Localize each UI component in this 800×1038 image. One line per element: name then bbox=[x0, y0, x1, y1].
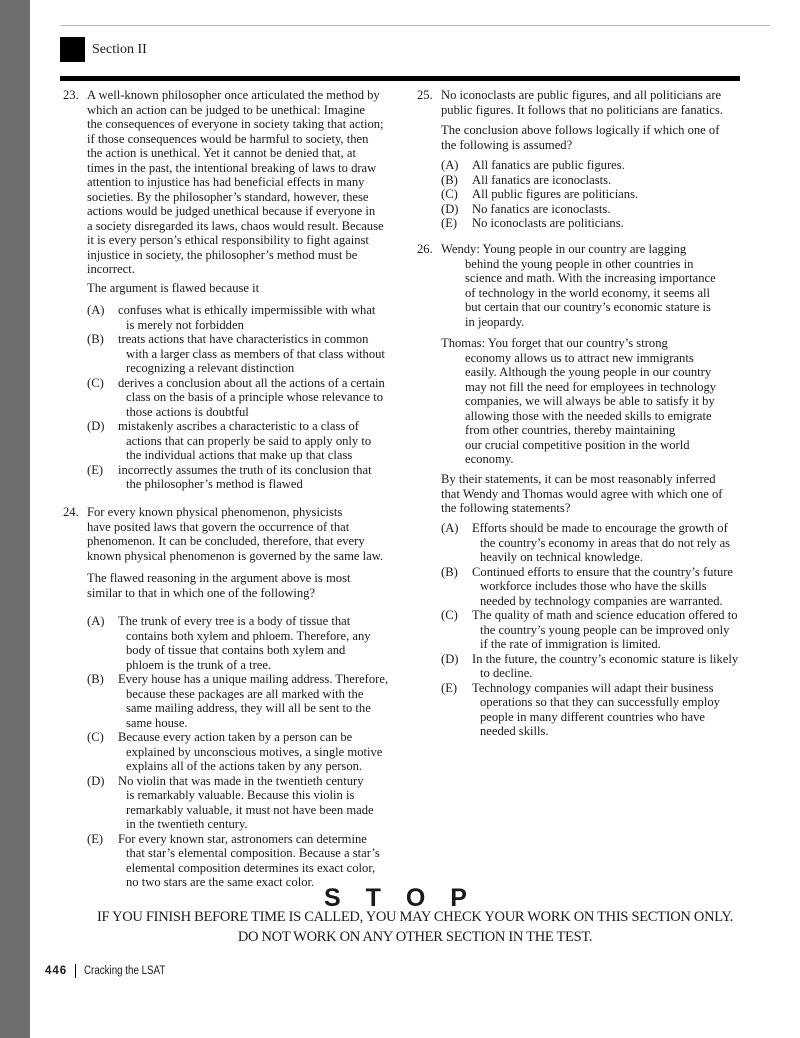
text-line: recognizing a relevant distinction bbox=[126, 361, 295, 375]
text-line: Continued efforts to ensure that the country’s future bbox=[472, 564, 734, 579]
option-text bbox=[441, 681, 738, 739]
text-line: Every house has a unique mailing address. Therefore, bbox=[118, 672, 389, 686]
text-line: the country’s economy in areas that do not rely as bbox=[480, 535, 731, 550]
answer-option-b[interactable] bbox=[441, 565, 738, 609]
stop-instruction-1: IF YOU FINISH BEFORE TIME IS CALLED, YOU MAY CHECK YOUR WORK ON THIS SECTION ONLY. bbox=[96, 909, 733, 925]
answer-option-e[interactable] bbox=[441, 681, 738, 739]
page-number: 446 bbox=[45, 965, 68, 978]
text-line: it is every person’s ethical responsibility to fight against bbox=[87, 233, 369, 247]
answer-option-a[interactable] bbox=[87, 614, 388, 672]
answer-options bbox=[87, 614, 388, 890]
text-line: phenomenon. It can be concluded, therefore, that every bbox=[87, 534, 365, 548]
answer-option-d[interactable] bbox=[441, 652, 738, 681]
text-line: same mailing address, they will all be sent to the bbox=[126, 701, 371, 715]
question-number: 24. bbox=[63, 505, 79, 519]
option-label: (A) bbox=[87, 303, 105, 317]
option-label: (E) bbox=[441, 216, 458, 230]
text-line: from other countries, thereby maintaining bbox=[465, 423, 676, 437]
text-line: the country’s young people can be improved only bbox=[480, 622, 730, 637]
answer-option-d[interactable] bbox=[87, 774, 388, 832]
text-line: incorrect. bbox=[87, 262, 135, 276]
option-label: (C) bbox=[87, 375, 104, 390]
option-label: (D) bbox=[441, 651, 459, 666]
text-line: All fanatics are iconoclasts. bbox=[472, 172, 612, 187]
text-line: All public figures are politicians. bbox=[472, 187, 639, 201]
text-line: companies, we will always be able to satisfy it by bbox=[465, 394, 715, 408]
text-line: in jeopardy. bbox=[465, 314, 525, 329]
text-line: heavily on technical knowledge. bbox=[480, 550, 643, 564]
question-stem bbox=[87, 505, 383, 563]
option-text bbox=[441, 565, 738, 609]
answer-option-c[interactable] bbox=[441, 608, 738, 652]
answer-option-e[interactable] bbox=[87, 463, 385, 492]
answer-option-a[interactable] bbox=[87, 303, 385, 332]
thomas-statement bbox=[441, 336, 716, 467]
answer-option-b[interactable] bbox=[441, 173, 638, 188]
text-line: attention to injustice has had beneficial effects in many bbox=[87, 175, 365, 189]
text-line: needed by technology companies are warranted. bbox=[480, 593, 723, 608]
option-text bbox=[441, 202, 638, 217]
option-label: (B) bbox=[87, 672, 104, 686]
option-text bbox=[441, 216, 638, 231]
text-line: if those consequences would be harmful to society, then bbox=[87, 131, 369, 146]
text-line: to decline. bbox=[480, 666, 533, 680]
question-prompt bbox=[441, 123, 719, 152]
text-line: actions would be judged unethical because if everyone in bbox=[87, 204, 376, 218]
text-line: because these packages are all marked with the bbox=[126, 686, 364, 701]
text-line: Thomas: You forget that our country’s strong bbox=[441, 336, 668, 350]
option-label: (A) bbox=[87, 614, 105, 628]
text-line: economy allows us to attract new immigrants bbox=[465, 350, 694, 365]
option-label: (C) bbox=[87, 730, 104, 744]
option-label: (E) bbox=[441, 680, 458, 695]
text-line: same house. bbox=[126, 715, 188, 730]
option-text bbox=[87, 730, 388, 774]
text-line: incorrectly assumes the truth of its conclusion that bbox=[118, 462, 372, 477]
question-number: 26. bbox=[417, 242, 433, 256]
text-line: The conclusion above follows logically if which one of bbox=[441, 123, 720, 137]
text-line: explains all of the actions taken by any person. bbox=[126, 759, 363, 773]
option-text bbox=[441, 187, 638, 202]
option-text bbox=[87, 376, 385, 420]
text-line: For every known physical phenomenon, physicists bbox=[87, 505, 343, 519]
text-line: have posited laws that govern the occurrence of that bbox=[87, 519, 350, 534]
text-line: known physical phenomenon is governed by the same law. bbox=[87, 548, 384, 563]
text-line: science and math. With the increasing importance bbox=[465, 271, 716, 285]
answer-option-e[interactable] bbox=[441, 216, 638, 231]
option-label: (C) bbox=[441, 187, 458, 201]
option-label: (B) bbox=[87, 332, 104, 346]
option-text bbox=[441, 158, 638, 173]
text-line: For every known star, astronomers can determine bbox=[118, 831, 367, 846]
text-line: No iconoclasts are politicians. bbox=[472, 216, 624, 230]
answer-options bbox=[441, 158, 638, 231]
option-label: (A) bbox=[441, 521, 459, 535]
option-label: (B) bbox=[441, 564, 458, 579]
footer-divider bbox=[75, 964, 76, 978]
text-line: mistakenly ascribes a characteristic to a class of bbox=[118, 419, 359, 433]
option-text bbox=[441, 173, 638, 188]
text-line: Efforts should be made to encourage the growth of bbox=[472, 521, 728, 535]
answer-options bbox=[87, 303, 385, 492]
page-edge-strip bbox=[0, 0, 30, 1038]
top-rule bbox=[60, 25, 770, 26]
text-line: body of tissue that contains both xylem and bbox=[126, 643, 346, 657]
text-line: that Wendy and Thomas would agree with which one of bbox=[441, 486, 723, 501]
question-prompt bbox=[87, 571, 350, 600]
text-line: may not fill the need for employees in technology bbox=[465, 379, 717, 394]
option-label: (B) bbox=[441, 172, 458, 187]
text-line: In the future, the country’s economic stature is likely bbox=[472, 651, 739, 666]
text-line: The quality of math and science education offered to bbox=[472, 608, 738, 622]
text-line: The flawed reasoning in the argument above is most bbox=[87, 571, 351, 585]
answer-option-d[interactable] bbox=[441, 202, 638, 217]
option-label: (C) bbox=[441, 608, 458, 622]
question-stem bbox=[87, 88, 384, 277]
text-line: All fanatics are public figures. bbox=[472, 158, 625, 172]
text-line: No violin that was made in the twentieth century bbox=[118, 773, 364, 788]
text-line: in the twentieth century. bbox=[126, 817, 248, 831]
text-line: of technology in the world economy, it seems all bbox=[465, 285, 711, 300]
text-line: No iconoclasts are public figures, and all politicians are bbox=[441, 88, 722, 102]
answer-option-d[interactable] bbox=[87, 419, 385, 463]
text-line: our crucial competitive position in the world bbox=[465, 437, 690, 452]
text-line: class on the basis of a principle whose relevance to bbox=[126, 390, 384, 404]
text-line: but certain that our country’s economic stature is bbox=[465, 300, 711, 314]
text-line: that star’s elemental composition. Because a star’s bbox=[126, 846, 380, 860]
text-line: similar to that in which one of the following? bbox=[87, 585, 316, 600]
book-title: Cracking the LSAT bbox=[84, 965, 166, 978]
text-line: a society disregarded its laws, chaos would result. Because bbox=[87, 218, 384, 233]
text-line: behind the young people in other countries in bbox=[465, 256, 694, 271]
text-line: A well-known philosopher once articulated the method by bbox=[87, 88, 380, 102]
answer-option-c[interactable] bbox=[87, 730, 388, 774]
text-line: No fanatics are iconoclasts. bbox=[472, 201, 611, 216]
text-line: which an action can be judged to be unethical: Imagine bbox=[87, 102, 366, 117]
option-label: (D) bbox=[87, 419, 105, 433]
header-bar bbox=[60, 76, 740, 81]
text-line: easily. Although the young people in our country bbox=[465, 365, 712, 379]
text-line: remarkably valuable, it must not have been made bbox=[126, 802, 374, 817]
answer-option-b[interactable] bbox=[87, 672, 388, 730]
option-text bbox=[87, 419, 385, 463]
answer-option-a[interactable] bbox=[441, 521, 738, 565]
text-line: the following statements? bbox=[441, 501, 571, 515]
text-line: Technology companies will adapt their business bbox=[472, 680, 714, 695]
text-line: no two stars are the same exact color. bbox=[126, 875, 315, 889]
text-line: people in many different countries who have bbox=[480, 709, 705, 724]
option-text bbox=[87, 614, 388, 672]
answer-options bbox=[441, 521, 738, 739]
question-prompt bbox=[87, 281, 259, 296]
option-text bbox=[87, 332, 385, 376]
text-line: the following is assumed? bbox=[441, 137, 573, 152]
text-line: phloem is the trunk of a tree. bbox=[126, 657, 272, 672]
section-marker-box bbox=[60, 37, 85, 62]
option-text bbox=[87, 463, 385, 492]
option-label: (E) bbox=[87, 462, 104, 477]
text-line: with a larger class as members of that class without bbox=[126, 346, 385, 361]
answer-option-a[interactable] bbox=[441, 158, 638, 173]
option-text bbox=[441, 652, 738, 681]
text-line: The trunk of every tree is a body of tissue that bbox=[118, 614, 351, 628]
text-line: the philosopher’s method is flawed bbox=[126, 477, 303, 491]
stop-heading: S T O P bbox=[324, 884, 476, 912]
option-text bbox=[87, 303, 385, 332]
option-label: (A) bbox=[441, 158, 459, 172]
question-number: 23. bbox=[63, 88, 79, 102]
stop-instruction-2: DO NOT WORK ON ANY OTHER SECTION IN THE TEST. bbox=[237, 929, 593, 945]
text-line: the consequences of everyone in society taking that action; bbox=[87, 117, 384, 131]
text-line: if the rate of immigration is limited. bbox=[480, 637, 661, 651]
text-line: the individual actions that make up that class bbox=[126, 448, 353, 462]
text-line: needed skills. bbox=[480, 724, 549, 738]
option-text bbox=[87, 832, 388, 890]
text-line: allowing those with the needed skills to emigrate bbox=[465, 408, 712, 423]
page-footer bbox=[45, 964, 180, 978]
text-line: is remarkably valuable. Because this violin is bbox=[126, 788, 355, 802]
text-line: operations so that they can successfully employ bbox=[480, 695, 720, 709]
text-line: societies. By the philosopher’s standard, however, these bbox=[87, 189, 369, 204]
answer-option-c[interactable] bbox=[87, 376, 385, 420]
text-line: explained by unconscious motives, a single motive bbox=[126, 744, 383, 759]
wendy-statement bbox=[441, 242, 716, 329]
text-line: By their statements, it can be most reasonably inferred bbox=[441, 472, 716, 486]
option-text bbox=[87, 672, 388, 730]
text-line: actions that can properly be said to apply only to bbox=[126, 433, 372, 448]
text-line: times in the past, the intentional breaking of laws to draw bbox=[87, 160, 377, 175]
text-line: treats actions that have characteristics in common bbox=[118, 332, 369, 346]
question-number: 25. bbox=[417, 88, 433, 102]
text-line: is merely not forbidden bbox=[126, 317, 244, 332]
text-line: Because every action taken by a person can be bbox=[118, 730, 353, 744]
option-text bbox=[87, 774, 388, 832]
answer-option-c[interactable] bbox=[441, 187, 638, 202]
text-line: The argument is flawed because it bbox=[87, 281, 260, 295]
option-label: (D) bbox=[441, 201, 459, 216]
text-line: workforce includes those who have the skills bbox=[480, 579, 707, 593]
text-line: the action is unethical. Yet it cannot be denied that, at bbox=[87, 146, 356, 160]
text-line: confuses what is ethically impermissible with what bbox=[118, 303, 376, 317]
text-line: injustice in society, the philosopher’s method must be bbox=[87, 247, 358, 262]
text-line: derives a conclusion about all the actions of a certain bbox=[118, 375, 385, 390]
answer-option-e[interactable] bbox=[87, 832, 388, 890]
text-line: those actions is doubtful bbox=[126, 404, 249, 419]
section-title: Section II bbox=[92, 42, 147, 57]
text-line: public figures. It follows that no politicians are fanatics. bbox=[441, 102, 723, 117]
answer-option-b[interactable] bbox=[87, 332, 385, 376]
question-prompt bbox=[441, 472, 722, 516]
text-line: elemental composition determines its exact color, bbox=[126, 860, 376, 875]
text-line: Wendy: Young people in our country are lagging bbox=[441, 242, 687, 256]
option-text bbox=[441, 608, 738, 652]
text-line: economy. bbox=[465, 452, 514, 466]
option-label: (E) bbox=[87, 831, 104, 846]
text-line: contains both xylem and phloem. Therefore, any bbox=[126, 628, 371, 643]
question-stem bbox=[441, 88, 723, 117]
option-text bbox=[441, 521, 738, 565]
option-label: (D) bbox=[87, 773, 105, 788]
